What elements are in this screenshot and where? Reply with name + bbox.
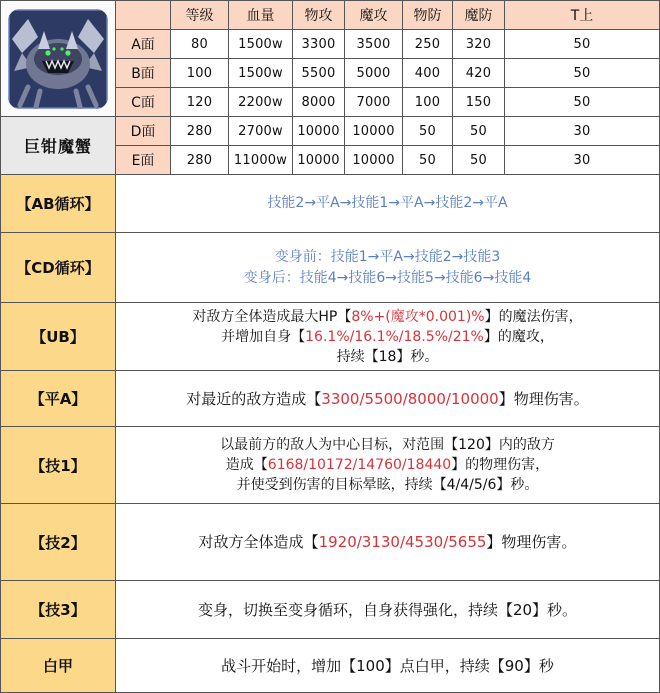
skill2-text: 】物理伤害。 <box>486 533 577 551</box>
stat-level: 120 <box>171 88 229 117</box>
ab-cycle-row <box>1 175 660 233</box>
stat-mdef: 150 <box>453 88 505 117</box>
skill1-row <box>1 427 660 504</box>
ub-line-1 <box>116 307 659 327</box>
skill1-text: 】的物理伤害， <box>451 457 550 473</box>
skill1-damage-value: 6168/10172/14760/18440 <box>267 457 452 473</box>
crab-boss-portrait-icon <box>8 9 108 109</box>
ub-row <box>1 303 660 371</box>
skill1-line-3: 并使受到伤害的目标晕眩，持续【4/4/5/6】秒。 <box>236 477 539 493</box>
header-patk: 物攻 <box>293 1 345 30</box>
stat-hp: 1500w <box>229 59 293 88</box>
ub-label: 【UB】 <box>1 303 116 371</box>
ub-text: 】的魔法伤害， <box>484 308 583 325</box>
ub-text: 并增加自身【 <box>221 328 306 345</box>
ab-cycle-text: 技能2→平A→技能1→平A→技能2→平A <box>116 175 660 233</box>
white-armor-row <box>1 639 660 693</box>
skill1-line-1: 以最前方的敌人为中心目标，对范围【120】内的敌方 <box>220 437 555 453</box>
ub-description <box>116 303 660 371</box>
skill3-description: 变身，切换至变身循环，自身获得强化，持续【20】秒。 <box>116 581 660 639</box>
header-level: 等级 <box>171 1 229 30</box>
stat-pdef: 250 <box>403 30 453 59</box>
cd-cycle-text <box>116 233 660 303</box>
stat-pdef: 400 <box>403 59 453 88</box>
header-hp: 血量 <box>229 1 293 30</box>
stat-level: 80 <box>171 30 229 59</box>
stat-matk: 7000 <box>345 88 403 117</box>
stat-tank: 50 <box>505 88 660 117</box>
stat-patk: 8000 <box>293 88 345 117</box>
ub-buff-value: 16.1%/16.1%/18.5%/21% <box>305 328 484 345</box>
skill1-label: 【技1】 <box>1 427 116 504</box>
skill2-label: 【技2】 <box>1 504 116 581</box>
skill3-label: 【技3】 <box>1 581 116 639</box>
stat-matk: 10000 <box>345 117 403 146</box>
stat-hp: 11000w <box>229 146 293 175</box>
boss-name: 巨钳魔蟹 <box>1 117 116 175</box>
stat-patk: 10000 <box>293 117 345 146</box>
stat-hp: 1500w <box>229 30 293 59</box>
stat-pdef: 50 <box>403 117 453 146</box>
stat-patk: 3300 <box>293 30 345 59</box>
stat-pdef: 50 <box>403 146 453 175</box>
stat-matk: 10000 <box>345 146 403 175</box>
stat-patk: 10000 <box>293 146 345 175</box>
skill1-text: 造成【 <box>225 457 268 473</box>
stat-level: 280 <box>171 117 229 146</box>
stat-pdef: 100 <box>403 88 453 117</box>
white-armor-description: 战斗开始时，增加【100】点白甲，持续【90】秒 <box>116 639 660 693</box>
normal-attack-text: 】物理伤害。 <box>498 389 589 408</box>
stat-hp: 2700w <box>229 117 293 146</box>
stat-patk: 5500 <box>293 59 345 88</box>
header-pdef: 物防 <box>403 1 453 30</box>
cd-cycle-row <box>1 233 660 303</box>
normal-attack-row <box>1 371 660 427</box>
stat-mdef: 320 <box>453 30 505 59</box>
ub-text: 对敌方全体造成最大HP【 <box>192 308 352 325</box>
boss-portrait-cell <box>1 1 116 117</box>
ub-text: 】的魔攻， <box>483 328 554 345</box>
phase-label: A面 <box>116 30 171 59</box>
skill2-row <box>1 504 660 581</box>
normal-attack-label: 【平A】 <box>1 371 116 427</box>
ab-cycle-label: 【AB循环】 <box>1 175 116 233</box>
header-mdef: 魔防 <box>453 1 505 30</box>
phase-label: D面 <box>116 117 171 146</box>
normal-attack-description <box>116 371 660 427</box>
stat-mdef: 420 <box>453 59 505 88</box>
stat-level: 280 <box>171 146 229 175</box>
cd-cycle-label: 【CD循环】 <box>1 233 116 303</box>
skill1-description <box>116 427 660 504</box>
cd-cycle-after-transform: 变身后：技能4→技能6→技能5→技能6→技能4 <box>243 269 532 286</box>
stat-hp: 2200w <box>229 88 293 117</box>
normal-attack-text: 对最近的敌方造成【 <box>186 389 322 408</box>
skill3-row <box>1 581 660 639</box>
stat-tank: 50 <box>505 59 660 88</box>
ub-line-2 <box>116 327 659 347</box>
skill1-line-2 <box>116 455 659 475</box>
header-tank: T上 <box>505 1 660 30</box>
cd-cycle-before-transform: 变身前：技能1→平A→技能2→技能3 <box>274 248 501 265</box>
phase-label: C面 <box>116 88 171 117</box>
normal-attack-damage-value: 3300/5500/8000/10000 <box>321 389 499 408</box>
stat-mdef: 50 <box>453 146 505 175</box>
stats-header-corner <box>116 1 171 30</box>
phase-label: E面 <box>116 146 171 175</box>
stat-matk: 3500 <box>345 30 403 59</box>
ub-damage-value: 8%+(魔攻*0.001)% <box>351 308 485 325</box>
white-armor-label: 白甲 <box>1 639 116 693</box>
stat-tank: 30 <box>505 146 660 175</box>
stat-matk: 5000 <box>345 59 403 88</box>
skill2-damage-value: 1920/3130/4530/5655 <box>318 533 487 551</box>
skill2-description <box>116 504 660 581</box>
header-matk: 魔攻 <box>345 1 403 30</box>
phase-label: B面 <box>116 59 171 88</box>
stat-tank: 30 <box>505 117 660 146</box>
stat-mdef: 50 <box>453 117 505 146</box>
stat-tank: 50 <box>505 30 660 59</box>
stat-level: 100 <box>171 59 229 88</box>
ub-line-3: 持续【18】秒。 <box>336 348 439 365</box>
skill2-text: 对敌方全体造成【 <box>198 533 319 551</box>
stats-row-d <box>1 117 660 146</box>
